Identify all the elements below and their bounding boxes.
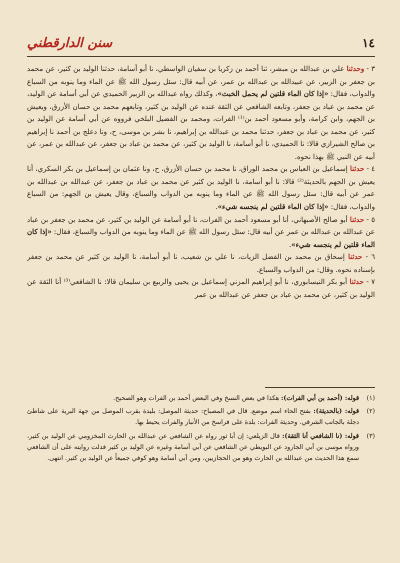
paragraph-text: ، وكذلك رواه عبدالله بن الزبير الحميدي عن أبي أسامة عن الوليد، عن محمد بن عباد بن جعفر، وتابعه الشافعي عن الثقة عنده عن الوليد بن كثير، وتابعهم محمد بن حسان الأزرق، ويعيش بن الجهم، وابن كرامة، وأبو مسعود أحمد بن	[27, 89, 375, 124]
paragraph-text: ٣ -	[364, 64, 375, 73]
footnote-number: (٣)	[366, 431, 375, 440]
paragraph-text: ٧ -	[363, 277, 375, 287]
paragraph-text: أبو بكر النيسابوري، نا أبو إبراهيم المزني إسماعيل بن يحيى والربيع بن سليمان قالا: نا الشافعي	[69, 277, 350, 287]
page-number: ١٤	[362, 36, 375, 50]
paragraph-text: ٥ -	[364, 214, 375, 224]
paragraph-text: أبو صالح الأصبهاني، أنا أبو مسعود أحمد بن الفرات، نا أبو أسامة عن الوليد بن كثير، عن محمد بن جعفر بن عباد عن عبدالله بن عبدالله بن عمر عن أبيه قال: سئل رسول الله ﷺ عن الماء وما ينوبه من الدواب والسباع، فقال:	[27, 214, 375, 237]
prophetic-quote: «إذا كان الماء قلتين لم ينجسه شيء»	[217, 202, 329, 212]
footnote-label: قوله: (نا الشافعي أنا الثقة):	[282, 431, 359, 440]
footnote-text: هكذا في بعض النسخ وفي البعض أحمد بن الفرات وهو الصحيح.	[113, 394, 282, 402]
footnote-label: قوله: (أحمد بن أبي الفرات):	[281, 394, 359, 402]
paragraph-text: إسحاق بن محمد بن الفضل الزيات، نا علي بن شعيب، نا أبو أسامة، نا الوليد بن كثير عن محمد بن جعفر بإسناده نحوه. وقال: من الدواب والسباع.	[27, 252, 375, 274]
narration-marker: حدثنا	[350, 164, 365, 174]
hadith-paragraph	[27, 163, 375, 213]
paragraph-text: ٦ -	[362, 252, 375, 262]
footnote-separator	[265, 387, 375, 388]
hadith-paragraph	[27, 214, 375, 252]
paragraph-text: ⁽¹⁾	[238, 114, 245, 124]
prophetic-quote: «إذا كان الماء قلتين لم يحمل الخبث»	[217, 89, 329, 99]
narration-marker: حدثنا	[348, 252, 363, 262]
footnote-label: قوله: (بالحديثة):	[313, 407, 360, 416]
header-rule	[27, 56, 375, 57]
footnote	[27, 393, 375, 404]
paragraph-text: ٤ -	[364, 164, 375, 174]
footnote-text: قال الزيلعي: إن أبا ثور رواه عن الشافعي عن عبدالله بن الحارث المخزومي عن الوليد بن كثير، ورواه موسى بن أبي الجارود عن البويطي عن الشافعي عن أبي أسامة وغيره عن الوليد بن كثير فدلت روايته على أن الشافعي سمع هذا الحديث من عبدالله بن الحارث وهو من الحجازيين، ومن أبي أسامة وهو كوفي جميعاً عن الوليد بن كثير. انتهى.	[27, 431, 359, 463]
footnotes	[27, 393, 375, 543]
hadith-paragraph	[27, 251, 375, 276]
paragraph-text: الفرات، ومحمد بن الفضيل البلخي فرووه عن أبي أسامة عن الوليد بن كثير، عن محمد بن عباد بن جعفر، حدثنا محمد بن عبدالله بن إبراهيم، نا بشر بن موسى، ح، ونا دعلج بن أحمد نا إبراهيم بن صالح الشيرازي قالا: نا الحميدي، نا أبو أسامة، نا الوليد بن كثير، عن محمد بن عباد بن جعفر، عن عبدالله بن عمر، عن أبيه عن النبي ﷺ بهذا نحوه.	[27, 114, 375, 161]
paragraph-text: أنا الثقة عن الوليد بن كثير، عن محمد بن عباد بن جعفر عن عبدالله بن عمر	[27, 277, 375, 299]
footnote	[27, 406, 375, 428]
hadith-paragraph	[27, 63, 375, 163]
paragraph-text: قالا: نا أبو أسامة، نا الوليد بن كثير عن محمد بن عباد بن جعفر، عن عبدالله بن عبدالله بن عمر عن أبيه قال: سئل رسول الله ﷺ عن الماء وما ينوبه من الدواب والسباع، وقال يعيش بن الجهم: من السباع والدواب، فقال:	[27, 176, 375, 212]
page-header	[27, 36, 375, 56]
footnote-text: بفتح الحاء اسم موضع. قال في المصباح: حديثة الموصل: بليدة بقرب الموصل من جهة البرية على شاطئ دجلة بالجانب الشرقي. وحديثة الفرات: بلدة على فراسخ من الأنبار والفرات يحيط بها.	[27, 407, 359, 427]
footnote-number: (٢)	[366, 407, 375, 416]
prophetic-quote: «إذا كان الماء قلتين لم ينجسه شيء»	[27, 227, 375, 249]
footnote-number: (١)	[366, 394, 375, 402]
main-text	[27, 63, 375, 384]
book-title: سنن الدارقطني	[27, 36, 113, 51]
hadith-paragraph	[27, 276, 375, 301]
paragraph-text: .	[215, 202, 218, 212]
paragraph-text: ⁽³⁾	[63, 277, 70, 287]
footnote	[27, 431, 375, 465]
paragraph-text: علي بن عبدالله بن مبشر، ثنا أحمد بن زكريا بن سفيان الواسطي، نا أبو أسامة، حدثنا الوليد بن كثير، عن محمد بن جعفر بن الزبير، عن عبيدالله بن عبدالله بن عمر، عن أبيه قال: سئل رسول الله ﷺ عن الماء وما ينوبه من السباع والدواب، فقال:	[27, 64, 375, 99]
paragraph-text: إسماعيل بن العباس بن محمد الوراق، نا محمد بن حسان الأزرق، ح، ونا عثمان بن إسماعيل بن بكر السكري، أنا يعيش بن الجهم بالحديثة	[27, 164, 375, 186]
paragraph-text: ⁽²⁾	[297, 176, 304, 186]
paragraph-text: .	[288, 239, 292, 249]
narration-marker: حدثنا	[349, 277, 364, 287]
narration-marker: حدثنا	[349, 214, 365, 224]
narration-marker: وحدثنا	[346, 64, 365, 73]
